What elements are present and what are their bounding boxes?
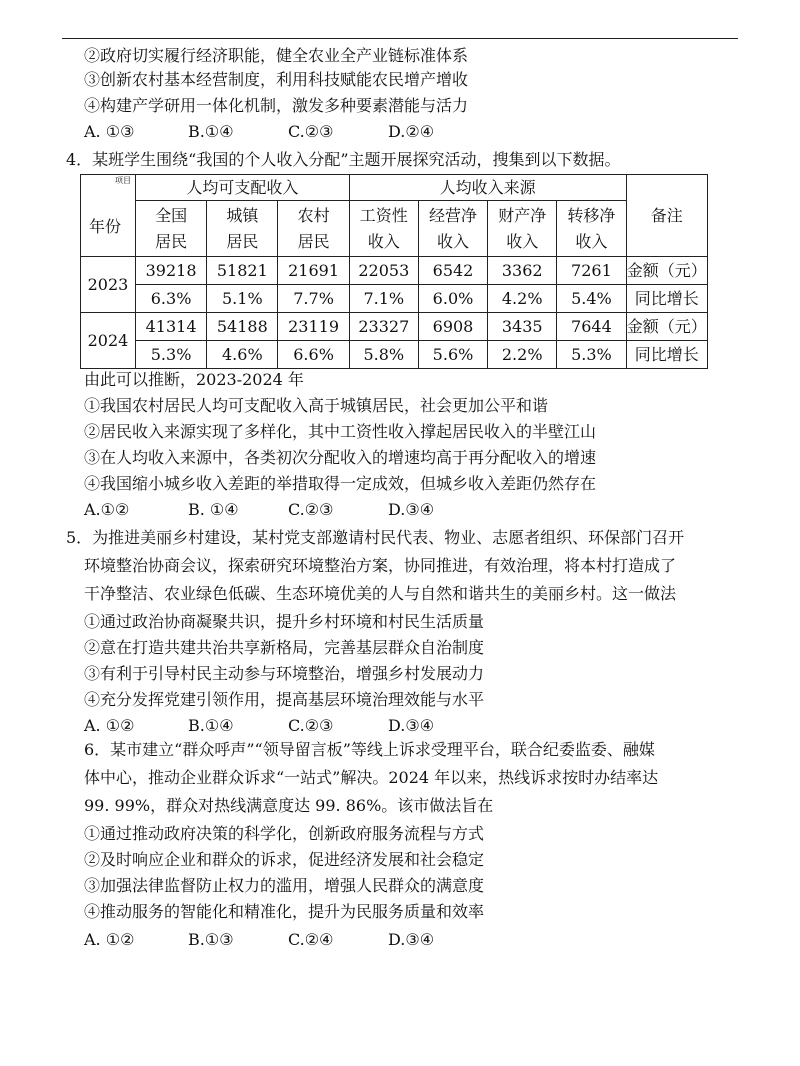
note-cell: 同比增长 — [626, 285, 707, 313]
table-cell: 7.1% — [349, 285, 418, 313]
q6-stem-line-3: 99. 99%，群众对热线满意度达 99. 86%。该市做法旨在 — [84, 796, 494, 815]
table-corner-cell — [81, 175, 136, 257]
table-cell: 5.8% — [349, 341, 418, 369]
table-cell: 7261 — [557, 257, 626, 285]
table-cell: 41314 — [135, 313, 206, 341]
table-cell: 2.2% — [488, 341, 557, 369]
q3-statement-3: ③创新农村基本经营制度，利用科技赋能农民增产增收 — [84, 70, 469, 89]
col-header-urban: 城镇 居民 — [207, 201, 278, 257]
q6-statement-1: ①通过推动政府决策的科学化，创新政府服务流程与方式 — [84, 824, 485, 843]
year-cell: 2024 — [81, 313, 136, 369]
table-cell: 5.3% — [557, 341, 626, 369]
table-cell: 5.3% — [135, 341, 206, 369]
q3-choice-a: A. ①③ — [84, 122, 135, 141]
table-cell: 5.1% — [207, 285, 278, 313]
note-cell: 金额（元） — [626, 257, 707, 285]
col-header-rural: 农村 居民 — [278, 201, 349, 257]
q4-lead: 由此可以推断，2023-2024 年 — [84, 370, 304, 389]
q6-statement-3: ③加强法律监督防止权力的滥用，增强人民群众的满意度 — [84, 876, 485, 895]
q6-stem-line-2: 体中心，推动企业群众诉求“一站式”解决。2024 年以来，热线诉求按时办结率达 — [84, 768, 659, 787]
col-header-wage: 工资性 收入 — [349, 201, 418, 257]
q3-choice-c: C.②③ — [288, 122, 334, 141]
note-cell: 金额（元） — [626, 313, 707, 341]
table-cell: 4.6% — [207, 341, 278, 369]
q5-stem-line-3: 干净整洁、农业绿色低碳、生态环境优美的人与自然和谐共生的美丽乡村。这一做法 — [84, 584, 677, 603]
table-cell: 21691 — [278, 257, 349, 285]
header-income-source: 人均收入来源 — [349, 175, 626, 201]
q4-choice-c: C.②③ — [288, 500, 334, 519]
table-cell: 3435 — [488, 313, 557, 341]
q4-statement-4: ④我国缩小城乡收入差距的举措取得一定成效，但城乡收入差距仍然存在 — [84, 474, 597, 493]
table-row — [81, 313, 708, 341]
corner-label-item: 项目 — [114, 176, 131, 185]
table-cell: 6.3% — [135, 285, 206, 313]
q4-choice-d: D.③④ — [388, 500, 435, 519]
col-header-property: 财产净 收入 — [488, 201, 557, 257]
q3-choice-d: D.②④ — [388, 122, 435, 141]
income-table — [80, 174, 708, 369]
q4-statement-2: ②居民收入来源实现了多样化，其中工资性收入撑起居民收入的半壁江山 — [84, 422, 597, 441]
table-cell: 5.4% — [557, 285, 626, 313]
table-cell: 23119 — [278, 313, 349, 341]
table-cell: 39218 — [135, 257, 206, 285]
corner-label-year: 年份 — [89, 217, 122, 236]
year-cell: 2023 — [81, 257, 136, 313]
q6-choice-b: B.①③ — [188, 930, 234, 949]
q4-statement-3: ③在人均收入来源中，各类初次分配收入的增速均高于再分配收入的增速 — [84, 448, 597, 467]
q4-stem: 4．某班学生围绕“我国的个人收入分配”主题开展探究活动，搜集到以下数据。 — [66, 150, 621, 169]
table-cell: 6542 — [418, 257, 487, 285]
table-cell: 5.6% — [418, 341, 487, 369]
q3-statement-4: ④构建产学研用一体化机制，激发多种要素潜能与活力 — [84, 96, 469, 115]
q5-statement-3: ③有利于引导村民主动参与环境整治，增强乡村发展动力 — [84, 664, 485, 683]
q6-choice-c: C.②④ — [288, 930, 334, 949]
col-header-business: 经营净 收入 — [418, 201, 487, 257]
q5-stem-line-2: 环境整治协商会议，探索研究环境整治方案，协同推进，有效治理，将本村打造成了 — [84, 556, 677, 575]
table-cell: 51821 — [207, 257, 278, 285]
header-rule — [62, 38, 738, 39]
table-row — [81, 341, 708, 369]
col-header-transfer: 转移净 收入 — [557, 201, 626, 257]
q4-choice-a: A.①② — [84, 500, 130, 519]
table-cell: 23327 — [349, 313, 418, 341]
table-cell: 6908 — [418, 313, 487, 341]
table-cell: 22053 — [349, 257, 418, 285]
q5-choice-a: A. ①② — [84, 716, 135, 735]
header-disposable-income: 人均可支配收入 — [135, 175, 349, 201]
q5-statement-4: ④充分发挥党建引领作用，提高基层环境治理效能与水平 — [84, 690, 485, 709]
table-row — [81, 285, 708, 313]
table-cell: 4.2% — [488, 285, 557, 313]
q3-statement-2: ②政府切实履行经济职能，健全农业全产业链标准体系 — [84, 46, 469, 65]
q4-choice-b: B. ①④ — [188, 500, 239, 519]
q5-choices — [84, 716, 434, 736]
q6-choice-a: A. ①② — [84, 930, 135, 949]
header-note: 备注 — [626, 175, 707, 257]
q3-choice-b: B.①④ — [188, 122, 234, 141]
q6-stem-line-1: 6．某市建立“群众呼声”“领导留言板”等线上诉求受理平台，联合纪委监委、融媒 — [84, 740, 655, 759]
table-cell: 3362 — [488, 257, 557, 285]
q6-statement-2: ②及时响应企业和群众的诉求，促进经济发展和社会稳定 — [84, 850, 485, 869]
table-cell: 6.0% — [418, 285, 487, 313]
note-cell: 同比增长 — [626, 341, 707, 369]
table-cell: 54188 — [207, 313, 278, 341]
q5-choice-c: C.②③ — [288, 716, 334, 735]
table-cell: 6.6% — [278, 341, 349, 369]
table-row — [81, 257, 708, 285]
q5-statement-2: ②意在打造共建共治共享新格局，完善基层群众自治制度 — [84, 638, 485, 657]
q4-choices — [84, 500, 434, 520]
q5-stem-line-1: 5．为推进美丽乡村建设，某村党支部邀请村民代表、物业、志愿者组织、环保部门召开 — [66, 528, 685, 547]
table-cell: 7644 — [557, 313, 626, 341]
q5-choice-b: B.①④ — [188, 716, 234, 735]
col-header-national: 全国 居民 — [135, 201, 206, 257]
q6-statement-4: ④推动服务的智能化和精准化，提升为民服务质量和效率 — [84, 902, 485, 921]
q6-choice-d: D.③④ — [388, 930, 435, 949]
q3-choices — [84, 122, 434, 142]
table-cell: 7.7% — [278, 285, 349, 313]
q6-choices — [84, 930, 434, 950]
q4-statement-1: ①我国农村居民人均可支配收入高于城镇居民，社会更加公平和谐 — [84, 396, 549, 415]
q5-choice-d: D.③④ — [388, 716, 435, 735]
q5-statement-1: ①通过政治协商凝聚共识，提升乡村环境和村民生活质量 — [84, 612, 485, 631]
